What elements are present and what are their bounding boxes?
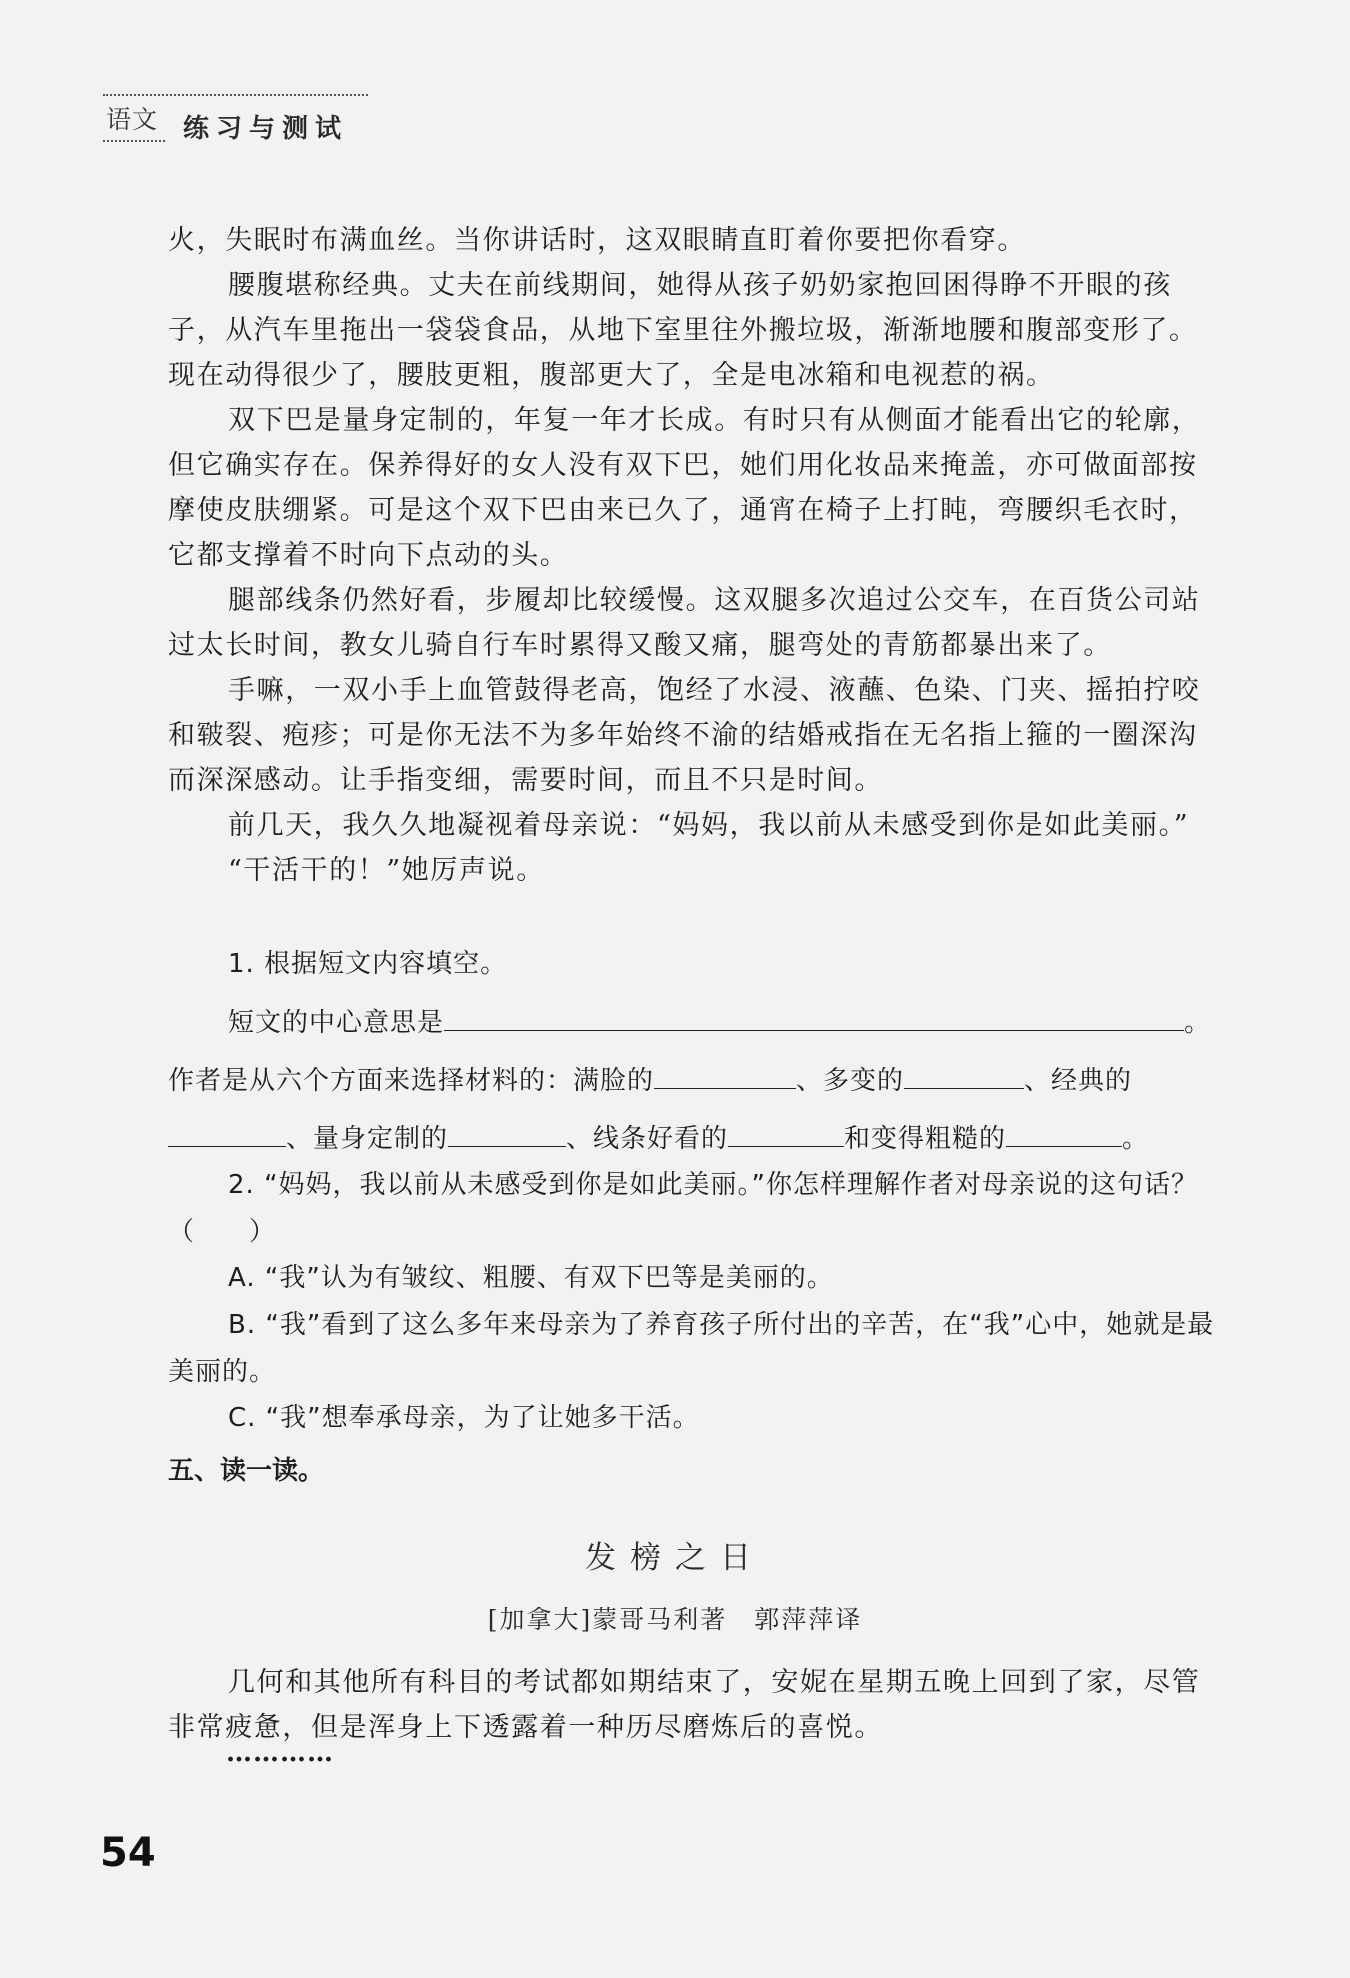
q1-line3-text-a: 、量身定制的 xyxy=(286,1124,449,1154)
answer-blank-6[interactable] xyxy=(1006,1116,1122,1147)
story-paragraph: 几何和其他所有科目的考试都如期结束了，安妮在星期五晚上回到了家，尽管非常疲惫，但是浑身上下透露着一种历尽磨炼后的喜悦。 xyxy=(168,1667,1201,1743)
question-1-line-1 xyxy=(168,1000,1218,1046)
question-1-line-2 xyxy=(168,1058,1218,1104)
question-1-title: 1. 根据短文内容填空。 xyxy=(228,949,508,979)
passage-paragraph-4: 腿部线条仍然好看，步履却比较缓慢。这双腿多次追过公交车，在百货公司站过太长时间，教女儿骑自行车时累得又酸又痛，腿弯处的青筋都暴出来了。 xyxy=(168,585,1201,661)
passage-paragraph-7: “干活干的！”她厉声说。 xyxy=(228,855,545,886)
answer-blank-2[interactable] xyxy=(904,1058,1024,1089)
answer-blank-5[interactable] xyxy=(728,1116,844,1147)
passage-paragraph-1: 火，失眠时布满血丝。当你讲话时，这双眼睛直盯着你要把你看穿。 xyxy=(168,225,1026,256)
q1-line3-text-b: 、线条好看的 xyxy=(566,1124,729,1154)
story-author: [加拿大]蒙哥马利著 郭萍萍译 xyxy=(487,1605,863,1634)
q1-line2-text-b: 、多变的 xyxy=(796,1066,905,1096)
header-title: 练习与测试 xyxy=(183,114,349,144)
story-title: 发榜之日 xyxy=(585,1540,765,1576)
page-number: 54 xyxy=(100,1830,156,1876)
q1-line1-end: 。 xyxy=(1184,1008,1212,1038)
answer-blank-main-idea[interactable] xyxy=(444,1000,1184,1031)
answer-blank-4[interactable] xyxy=(448,1116,566,1147)
section-5-title: 五、读一读。 xyxy=(168,1456,325,1486)
answer-blank-3[interactable] xyxy=(168,1116,286,1147)
q1-line3-end: 。 xyxy=(1122,1124,1150,1154)
question-2-option-c[interactable]: C. “我”想奉承母亲，为了让她多干活。 xyxy=(228,1403,700,1433)
passage-paragraph-5: 手嘛，一双小手上血管鼓得老高，饱经了水浸、液蘸、色染、门夹、摇拍拧咬和皲裂、疱疹；可是你无法不为多年始终不渝的结婚戒指在无名指上箍的一圈深沟而深深感动。让手指变细，需要时间，而且不只是时间。 xyxy=(168,675,1201,796)
answer-blank-1[interactable] xyxy=(654,1058,796,1089)
question-2-option-b[interactable]: B. “我”看到了这么多年来母亲为了养育孩子所付出的辛苦，在“我”心中，她就是最美丽的。 xyxy=(168,1310,1215,1387)
question-2-title: 2. “妈妈，我以前从未感受到你是如此美丽。”你怎样理解作者对母亲说的这句话？（ ） xyxy=(168,1170,1199,1247)
q1-line1-text: 短文的中心意思是 xyxy=(228,1008,445,1038)
passage-paragraph-6: 前几天，我久久地凝视着母亲说：“妈妈，我以前从未感受到你是如此美丽。” xyxy=(228,810,1190,841)
q1-line3-text-c: 和变得粗糙的 xyxy=(844,1124,1007,1154)
header-dotted-rule xyxy=(103,94,368,96)
header-dotted-rule-bottom xyxy=(103,140,165,142)
passage-paragraph-2: 腰腹堪称经典。丈夫在前线期间，她得从孩子奶奶家抱回困得睁不开眼的孩子，从汽车里拖出一袋袋食品，从地下室里往外搬垃圾，渐渐地腰和腹部变形了。现在动得很少了，腰肢更粗，腹部更大了，全是电冰箱和电视惹的祸。 xyxy=(168,270,1198,391)
question-2-option-a[interactable]: A. “我”认为有皱纹、粗腰、有双下巴等是美丽的。 xyxy=(228,1263,834,1293)
header-subject: 语文 xyxy=(106,105,159,134)
q1-line2-text-c: 、经典的 xyxy=(1024,1066,1133,1096)
question-1-line-3 xyxy=(168,1116,1218,1162)
q1-line2-text-a: 作者是从六个方面来选择材料的：满脸的 xyxy=(168,1066,655,1096)
story-ellipsis: ………… xyxy=(226,1738,334,1768)
passage-paragraph-3: 双下巴是量身定制的，年复一年才长成。有时只有从侧面才能看出它的轮廓，但它确实存在。保养得好的女人没有双下巴，她们用化妆品来掩盖，亦可做面部按摩使皮肤绷紧。可是这个双下巴由来已久了，通宵在椅子上打盹，弯腰织毛衣时，它都支撑着不时向下点动的头。 xyxy=(168,405,1201,571)
